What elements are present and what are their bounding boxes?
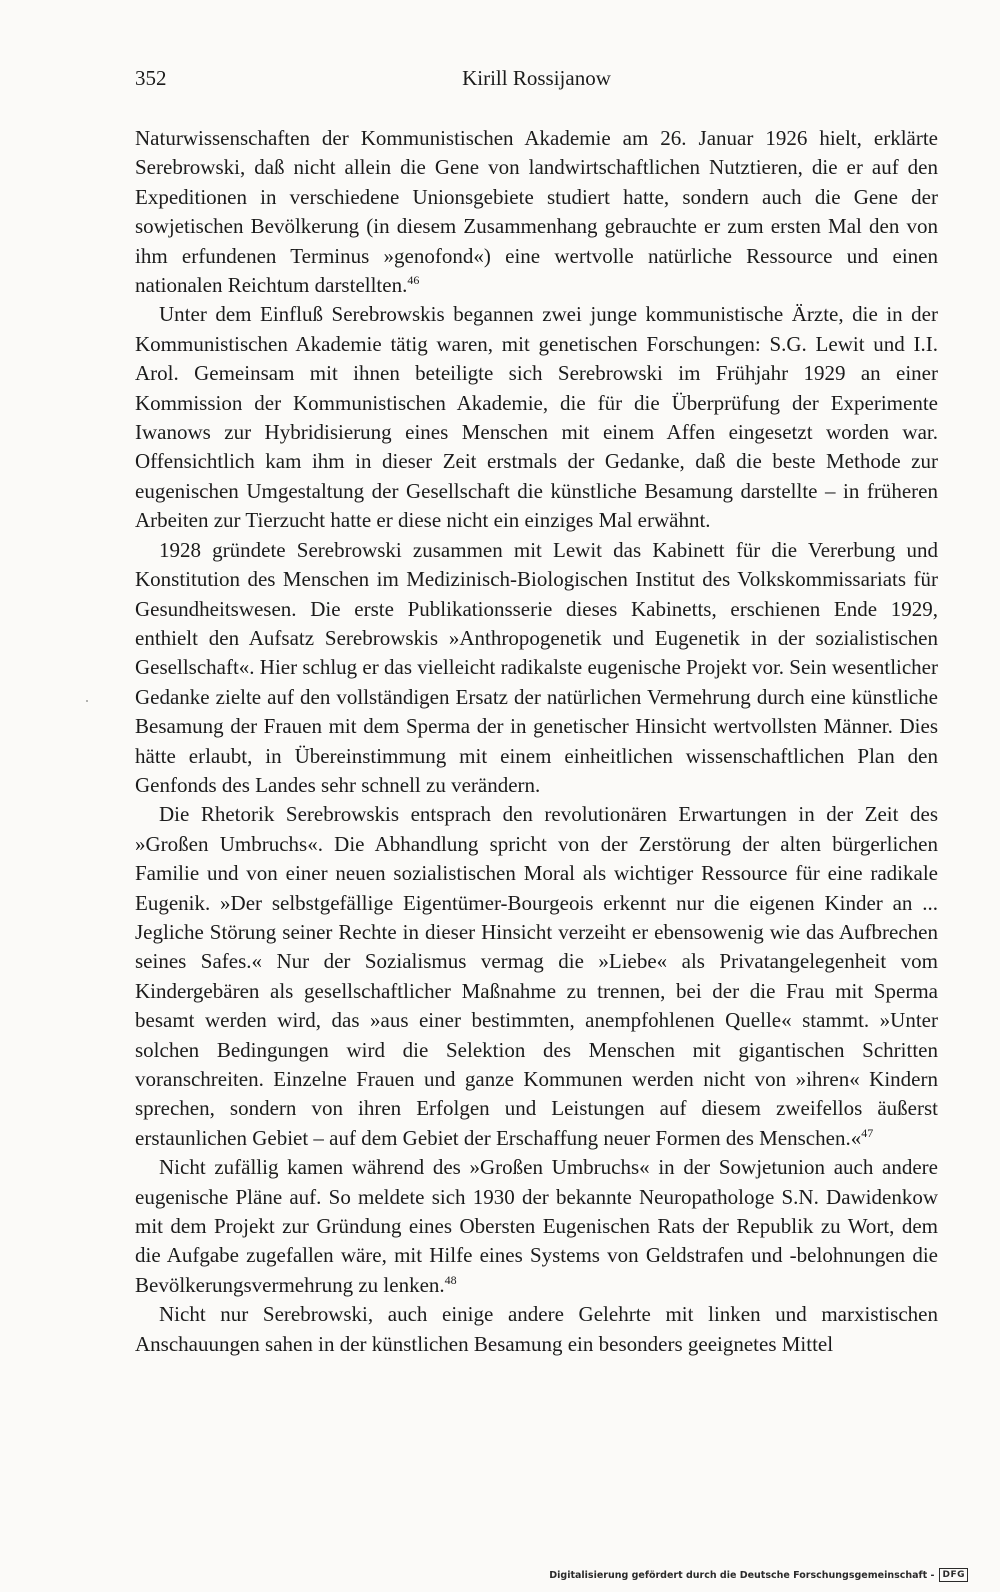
funding-note: Digitalisierung gefördert durch die Deutsche Forschungsgemeinschaft - (549, 1569, 935, 1581)
paragraph (135, 1153, 938, 1300)
paragraph-text: Unter dem Einfluß Serebrowskis begannen zwei junge kommunistische Ärzte, die in der Kommunistischen Akademie tätig waren, mit genetischen Forschungen: S.G. Lewit und I.I. Arol. Gemeinsam mit ihnen beteiligte sich Serebrowski im Frühjahr 1929 an einer Kommission der Kommunistischen Akademie, die für die Überprüfung der Experimente Iwanows zur Hybridisierung eines Menschen mit einem Affen eingesetzt worden war. Offensichtlich kam ihm in dieser Zeit erstmals der Gedanke, daß die beste Methode zur eugenischen Umgestaltung der Gesellschaft die künstliche Besamung darstellte – in früheren Arbeiten zur Tierzucht hatte er diese nicht ein einziges Mal erwähnt. (135, 302, 938, 533)
paragraph (135, 300, 938, 535)
paragraph-text: Nicht zufällig kamen während des »Großen Umbruchs« in der Sowjetunion auch andere eugenische Pläne auf. So meldete sich 1930 der bekannte Neuropathologe S.N. Dawidenkow mit dem Projekt zur Gründung eines Obersten Eugenischen Rats der Republik zu Wort, dem die Aufgabe zugefallen wäre, mit Hilfe eines Systems von Geldstrafen und -belohnungen die Bevölkerungsvermehrung zu lenken. (135, 1155, 938, 1297)
paragraph (135, 536, 938, 801)
paragraph-text: 1928 gründete Serebrowski zusammen mit Lewit das Kabinett für die Vererbung und Konstitution des Menschen im Medizinisch-Biologischen Institut des Volkskommissariats für Gesundheitswesen. Die erste Publikationsserie dieses Kabinetts, erschienen Ende 1929, enthielt den Aufsatz Serebrowskis »Anthropogenetik und Eugenetik in der sozialistischen Gesellschaft«. Hier schlug er das vielleicht radikalste eugenische Projekt vor. Sein wesentlicher Gedanke zielte auf den vollständigen Ersatz der natürlichen Vermehrung durch eine künstliche Besamung der Frauen mit dem Sperma der in genetischer Hinsicht wertvollsten Männer. Dies hätte erlaubt, in Übereinstimmung mit einem einheitlichen wissenschaftlichen Plan den Genfonds des Landes sehr schnell zu verändern. (135, 537, 938, 797)
footnote-ref: 46 (407, 273, 420, 288)
paragraph (135, 800, 938, 1153)
footnote-ref: 48 (444, 1272, 457, 1287)
paragraph-text: Naturwissenschaften der Kommunistischen Akademie am 26. Januar 1926 hielt, erklärte Serebrowski, daß nicht allein die Gene von landwirtschaftlichen Nutztieren, die er auf den Expeditionen in verschiedene Unionsgebiete studiert hatte, sondern auch die Gene der sowjetischen Bevölkerung (in diesem Zusammenhang gebrauchte er zum ersten Mal den von ihm erfundenen Terminus »genofond«) eine wertvolle natürliche Ressource und einen nationalen Reichtum darstellten. (135, 126, 938, 298)
scan-speck (86, 700, 88, 702)
running-head: Kirill Rossijanow (462, 66, 611, 90)
footnote-ref: 47 (861, 1125, 874, 1140)
dfg-logo: DFG (939, 1568, 968, 1582)
page-number: 352 (135, 66, 167, 90)
page-header (135, 66, 938, 96)
paragraph-text: Nicht nur Serebrowski, auch einige andere Gelehrte mit linken und marxistischen Anschauungen sahen in der künstlichen Besamung ein besonders geeignetes Mittel (135, 1302, 938, 1356)
body-text (135, 124, 938, 1359)
paragraph-text: Die Rhetorik Serebrowskis entsprach den revolutionären Erwartungen in der Zeit des »Großen Umbruchs«. Die Abhandlung spricht von der Zerstörung der alten bürgerlichen Familie und von einer neuen sozialistischen Moral als wichtiger Ressource für eine radikale Eugenik. »Der selbstgefällige Eigentümer-Bourgeois erkennt nur die eigenen Kinder an ... Jegliche Störung seiner Rechte in dieser Hinsicht verzeiht er ebensowenig wie das Aufbrechen seines Safes.« Nur der Sozialismus vermag die »Liebe« als Privatangelegenheit vom Kindergebären als gesellschaftlicher Maßnahme zu trennen, bei der die Frau mit Sperma besamt werden wird, das »aus einer bestimmten, anempfohlenen Quelle« stammt. »Unter solchen Bedingungen wird die Selektion des Menschen mit gigantischen Schritten voranschreiten. Einzelne Frauen und ganze Kommunen werden nicht von »ihren« Kindern sprechen, sondern von ihren Erfolgen und Leistungen auf diesem zweifellos äußerst erstaunlichen Gebiet – auf dem Gebiet der Erschaffung neuer Formen des Menschen.« (135, 802, 938, 1150)
paragraph (135, 1300, 938, 1359)
paragraph (135, 124, 938, 300)
digitization-footer (549, 1568, 968, 1582)
